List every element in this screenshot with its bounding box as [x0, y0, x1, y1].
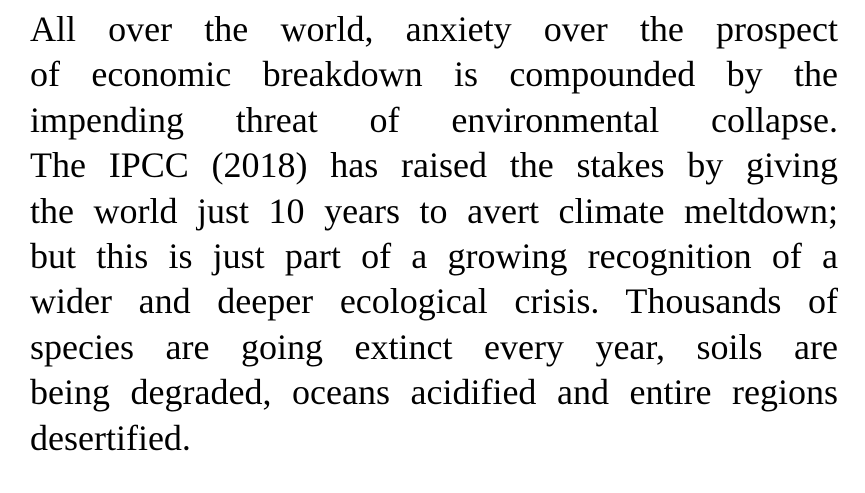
paragraph-line: desertified.: [30, 417, 191, 458]
paragraph-line: wider and deeper ecological crisis. Thousands of: [30, 281, 838, 322]
paragraph-line: but this is just part of a growing recognition of a: [30, 235, 838, 276]
paragraph-line: species are going extinct every year, soils are: [30, 326, 838, 367]
paragraph-line: The IPCC (2018) has raised the stakes by giving: [30, 145, 838, 186]
paragraph-line: of economic breakdown is compounded by the: [30, 54, 838, 95]
paragraph-line: impending threat of environmental collapse.: [30, 99, 838, 140]
paragraph-line: being degraded, oceans acidified and entire regions: [30, 372, 838, 413]
body-paragraph: [30, 7, 838, 461]
paragraph-line: All over the world, anxiety over the prospect: [30, 9, 838, 49]
paragraph-line: the world just 10 years to avert climate meltdown;: [30, 190, 838, 231]
